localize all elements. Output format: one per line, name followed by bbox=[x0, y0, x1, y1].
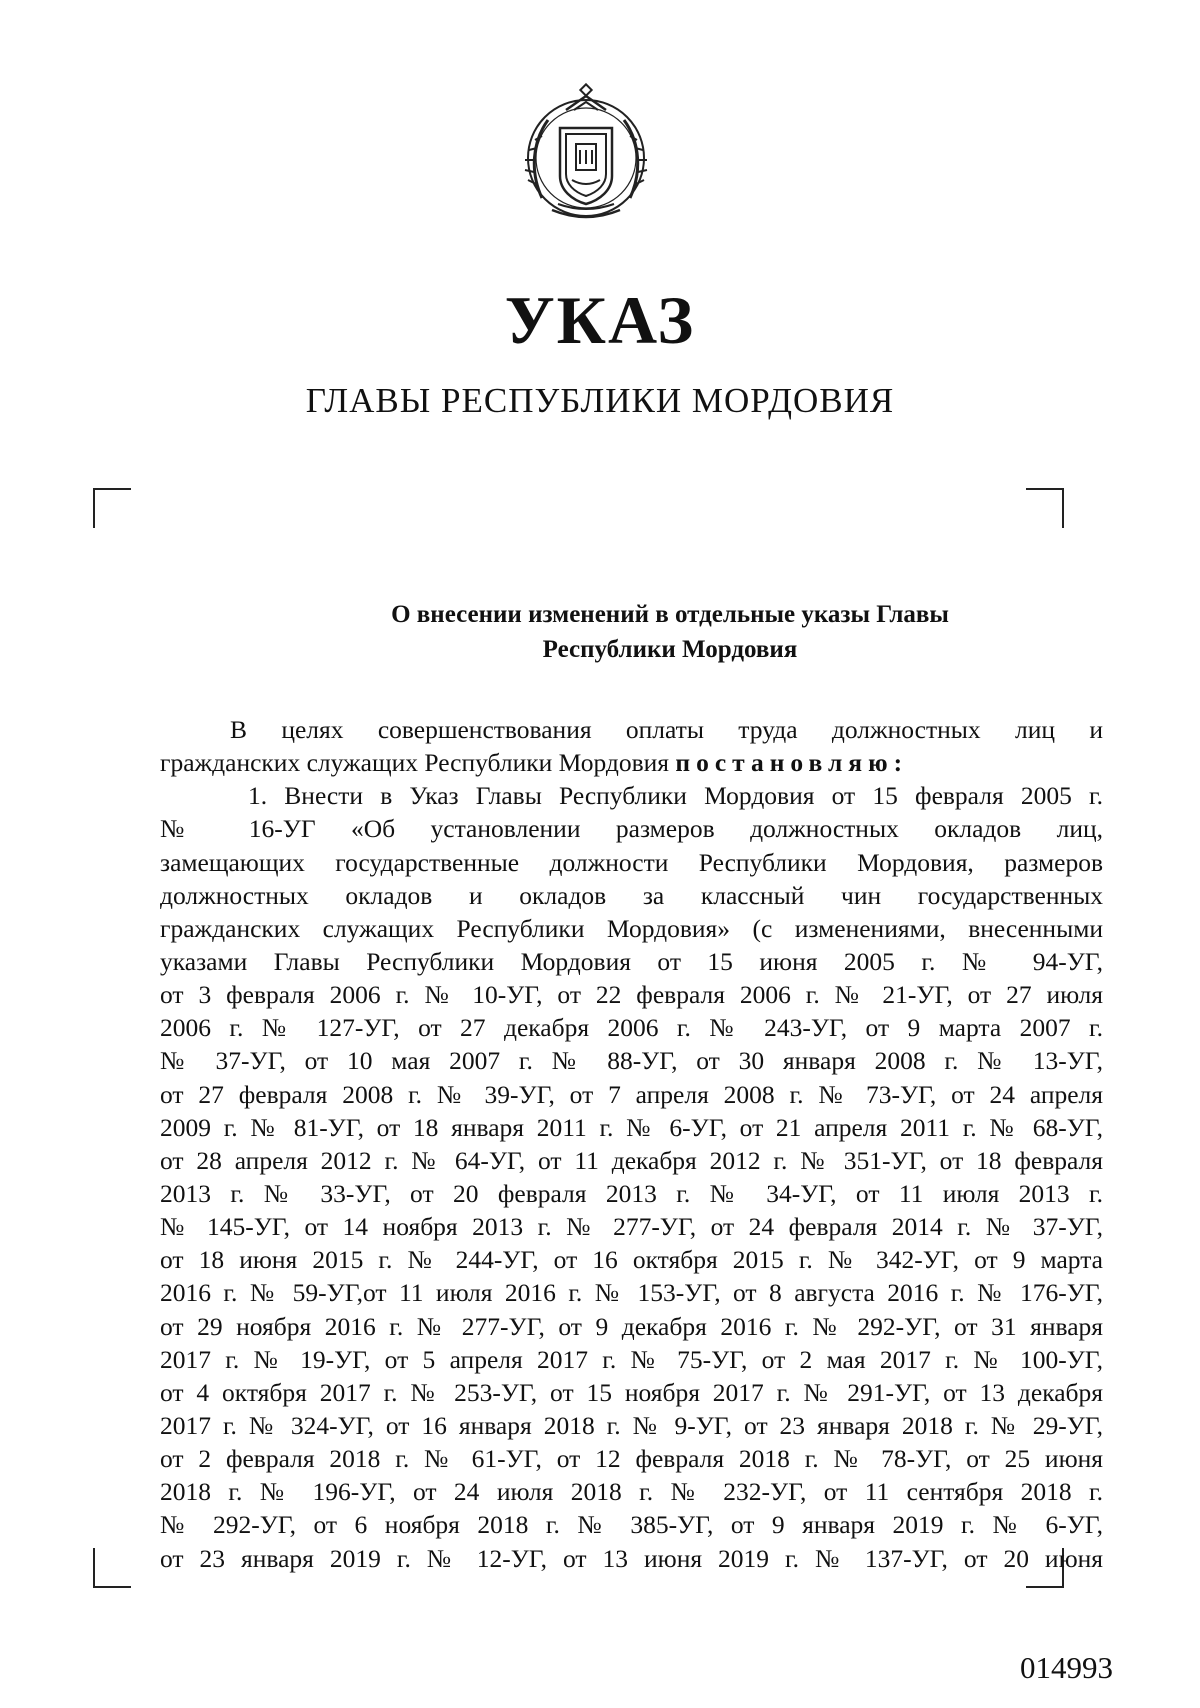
body-line: 2017 г. № 324-УГ, от 16 января 2018 г. № 9-УГ, от 23 января 2018 г. № 29-УГ, bbox=[160, 1410, 1103, 1440]
body-line: от 27 февраля 2008 г. № 39-УГ, от 7 апреля 2008 г. № 73-УГ, от 24 апреля bbox=[160, 1079, 1103, 1109]
body-line: замещающих государственные должности Республики Мордовия, размеров bbox=[160, 847, 1103, 877]
heading-line: О внесении изменений в отдельные указы Главы bbox=[391, 601, 949, 628]
body-line: 1. Внести в Указ Главы Республики Мордовия от 15 февраля 2005 г. bbox=[248, 781, 1103, 811]
body-line: от 29 ноября 2016 г. № 277-УГ, от 9 декабря 2016 г. № 292-УГ, от 31 января bbox=[160, 1311, 1103, 1341]
decree-body bbox=[160, 713, 1103, 1575]
issuing-authority: ГЛАВЫ РЕСПУБЛИКИ МОРДОВИЯ bbox=[305, 381, 895, 420]
body-line: от 28 апреля 2012 г. № 64-УГ, от 11 декабря 2012 г. № 351-УГ, от 18 февраля bbox=[160, 1145, 1103, 1175]
body-line: от 2 февраля 2018 г. № 61-УГ, от 12 февраля 2018 г. № 78-УГ, от 25 июня bbox=[160, 1444, 1103, 1474]
decree-resolution-word: постановляю: bbox=[675, 748, 909, 778]
coat-of-arms-icon bbox=[512, 80, 660, 228]
heading-line: Республики Мордовия bbox=[542, 636, 798, 663]
corner-mark-bottom-left bbox=[93, 1548, 131, 1588]
body-line: должностных окладов и окладов за классный чин государственных bbox=[160, 880, 1103, 910]
body-line: 2013 г. № 33-УГ, от 20 февраля 2013 г. № 34-УГ, от 11 июля 2013 г. bbox=[160, 1178, 1103, 1208]
body-line bbox=[160, 746, 1103, 779]
body-line: № 145-УГ, от 14 ноября 2013 г. № 277-УГ, от 24 февраля 2014 г. № 37-УГ, bbox=[160, 1212, 1103, 1242]
body-line: указами Главы Республики Мордовия от 15 июня 2005 г. № 94-УГ, bbox=[160, 946, 1103, 976]
body-line: 2017 г. № 19-УГ, от 5 апреля 2017 г. № 75-УГ, от 2 мая 2017 г. № 100-УГ, bbox=[160, 1344, 1103, 1374]
body-line: № 292-УГ, от 6 ноября 2018 г. № 385-УГ, от 9 января 2019 г. № 6-УГ, bbox=[160, 1510, 1103, 1540]
body-line: от 23 января 2019 г. № 12-УГ, от 13 июня 2019 г. № 137-УГ, от 20 июня bbox=[160, 1543, 1103, 1573]
body-line: от 3 февраля 2006 г. № 10-УГ, от 22 февраля 2006 г. № 21-УГ, от 27 июля bbox=[160, 980, 1103, 1010]
body-line: № 16-УГ «Об установлении размеров должностных окладов лиц, bbox=[160, 814, 1103, 844]
body-line: от 4 октября 2017 г. № 253-УГ, от 15 ноября 2017 г. № 291-УГ, от 13 декабря bbox=[160, 1377, 1103, 1407]
decree-heading bbox=[300, 597, 1040, 667]
body-line: В целях совершенствования оплаты труда должностных лиц и bbox=[230, 715, 1103, 744]
body-line: 2018 г. № 196-УГ, от 24 июля 2018 г. № 232-УГ, от 11 сентября 2018 г. bbox=[160, 1477, 1103, 1507]
corner-mark-top-right bbox=[1026, 488, 1064, 528]
corner-mark-top-left bbox=[93, 488, 131, 528]
body-line: 2009 г. № 81-УГ, от 18 января 2011 г. № 6-УГ, от 21 апреля 2011 г. № 68-УГ, bbox=[160, 1112, 1103, 1142]
body-line: 2016 г. № 59-УГ,от 11 июля 2016 г. № 153-УГ, от 8 августа 2016 г. № 176-УГ, bbox=[160, 1278, 1103, 1308]
body-line: гражданских служащих Республики Мордовия» (с изменениями, внесенными bbox=[160, 913, 1103, 943]
document-type-title: УКАЗ bbox=[504, 282, 696, 358]
body-line: от 18 июня 2015 г. № 244-УГ, от 16 октября 2015 г. № 342-УГ, от 9 марта bbox=[160, 1245, 1103, 1275]
body-line: № 37-УГ, от 10 мая 2007 г. № 88-УГ, от 30 января 2008 г. № 13-УГ, bbox=[160, 1046, 1103, 1076]
body-text: гражданских служащих Республики Мордовия bbox=[160, 748, 676, 778]
form-serial-number: 014993 bbox=[1020, 1650, 1113, 1685]
body-line: 2006 г. № 127-УГ, от 27 декабря 2006 г. № 243-УГ, от 9 марта 2007 г. bbox=[160, 1013, 1103, 1043]
